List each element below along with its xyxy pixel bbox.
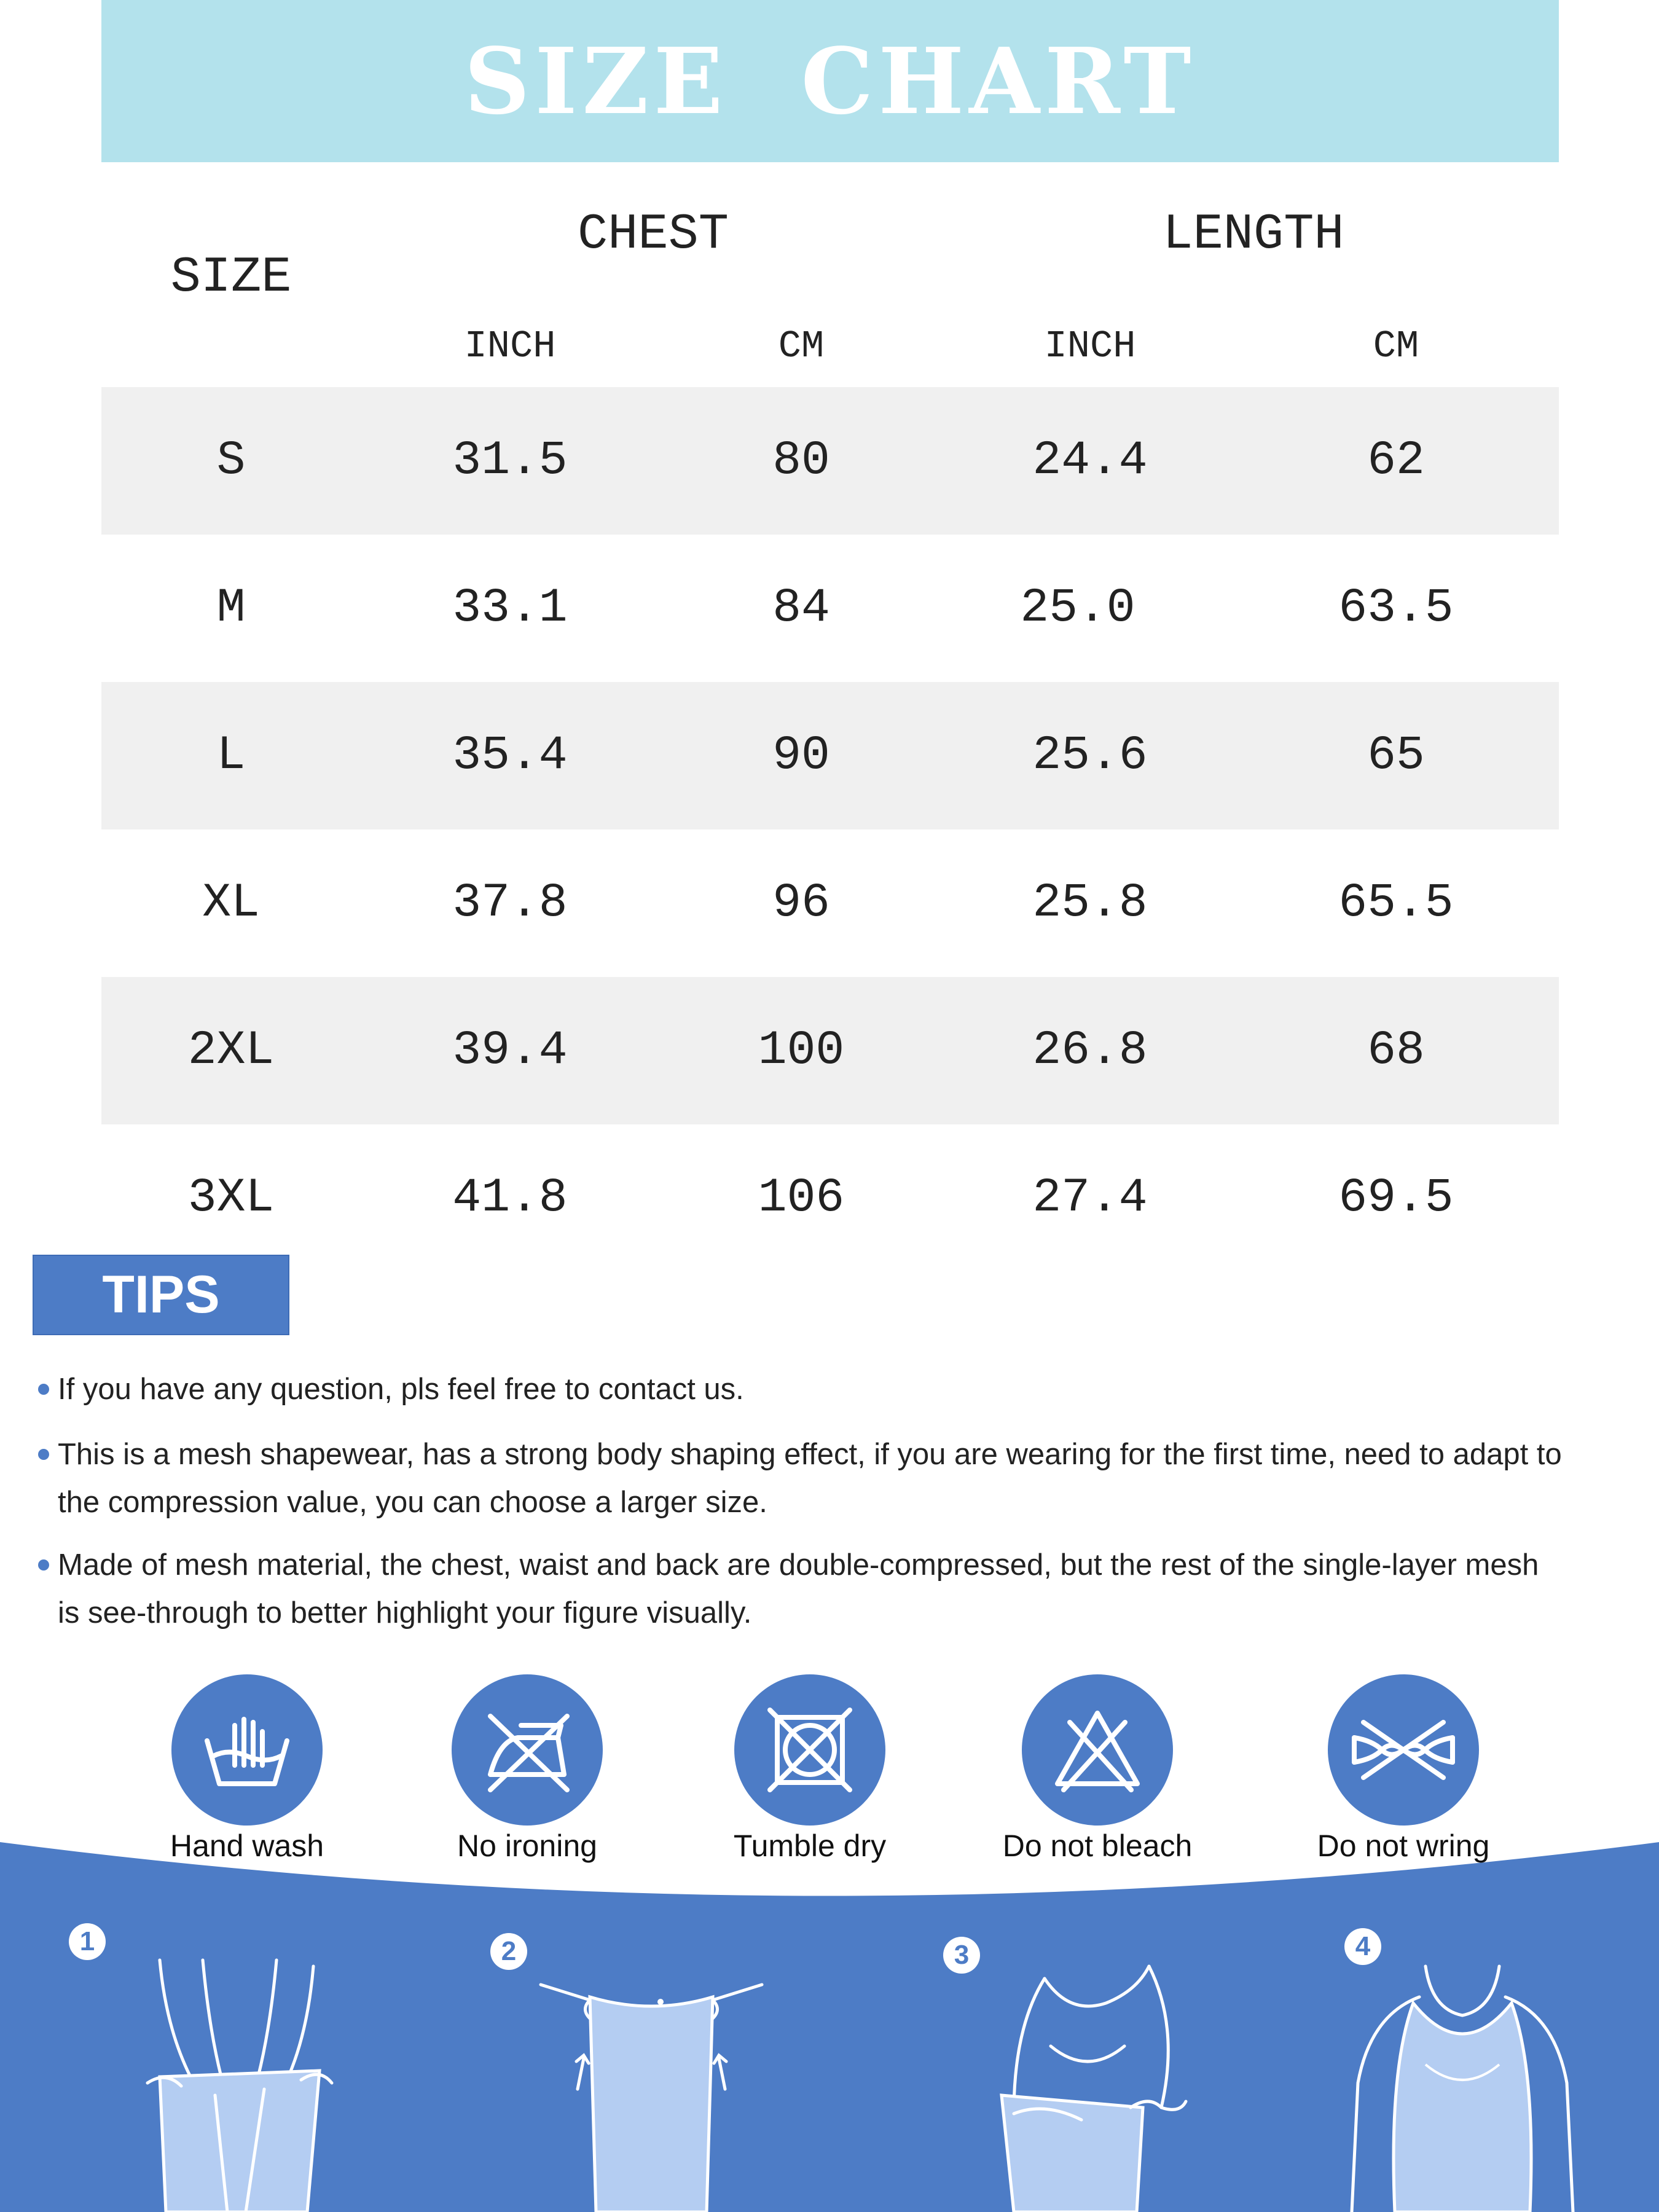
length-inch-cell: 25.6 [1032,729,1148,783]
length-inch-cell: 27.4 [1032,1171,1148,1225]
step-4-illustration [1333,1960,1591,2212]
step-number: 4 [1344,1928,1381,1965]
size-header: SIZE [170,249,292,306]
tumble-dry-icon [734,1674,885,1826]
step-1-illustration [123,1954,356,2212]
length-inch-cell: 24.4 [1032,434,1148,488]
chest-cm-cell: 80 [772,434,830,488]
size-cell: XL [202,876,260,930]
length-cm-cell: 65.5 [1338,876,1454,930]
care-no-ironing [410,1674,644,1864]
size-cell: 2XL [187,1024,275,1078]
size-cell: L [216,729,246,783]
step-number: 1 [69,1923,106,1960]
chest-inch-cell: 33.1 [452,581,568,635]
step-3-illustration [977,1954,1235,2212]
size-cell: M [216,581,246,635]
no-wring-icon [1328,1674,1479,1826]
length-cm-header: CM [1373,324,1419,368]
chest-cm-cell: 100 [758,1024,845,1078]
table-row [101,682,1559,830]
length-cm-cell: 62 [1367,434,1425,488]
length-cm-cell: 69.5 [1338,1171,1454,1225]
tips-badge [33,1255,289,1335]
bullet-icon [38,1559,49,1571]
table-row [101,977,1559,1124]
chest-inch-header: INCH [464,324,556,368]
tip-item [58,1541,1557,1637]
chest-cm-cell: 96 [772,876,830,930]
length-inch-cell: 26.8 [1032,1024,1148,1078]
step-2-illustration [535,1972,768,2212]
chest-cm-cell: 106 [758,1171,845,1225]
no-iron-icon [452,1674,603,1826]
tips-label: TIPS [102,1265,220,1324]
care-do-not-bleach [981,1674,1214,1864]
length-header: LENGTH [1163,206,1344,263]
hand-wash-icon [171,1674,323,1826]
length-cm-cell: 65 [1367,729,1425,783]
bullet-icon [38,1384,49,1395]
table-row [101,387,1559,535]
care-tumble-dry [693,1674,927,1864]
chest-inch-cell: 37.8 [452,876,568,930]
length-inch-cell: 25.8 [1032,876,1148,930]
tip-item [58,1430,1606,1526]
care-do-not-wring [1287,1674,1520,1864]
table-row [101,1124,1559,1272]
chest-cm-header: CM [778,324,825,368]
table-row [101,535,1559,682]
chest-cm-cell: 90 [772,729,830,783]
chest-header: CHEST [577,206,729,263]
title-banner [101,0,1559,162]
step-number: 3 [943,1937,980,1974]
page-title: SIZE CHART [464,28,1196,135]
chest-inch-cell: 31.5 [452,434,568,488]
chest-inch-cell: 35.4 [452,729,568,783]
care-label: Tumble dry [733,1829,887,1863]
size-cell: 3XL [187,1171,275,1225]
chest-cm-cell: 84 [772,581,830,635]
tip-text: If you have any question, pls feel free to contact us. [58,1373,744,1406]
chest-inch-cell: 39.4 [452,1024,568,1078]
tip-text: Made of mesh material, the chest, waist and back are double-compressed, but the rest of the single-layer mesh is see-through to better highlight your figure visually. [58,1548,1539,1630]
table-row [101,830,1559,977]
step-number: 2 [490,1933,527,1970]
tip-item [58,1365,1606,1413]
tip-text: This is a mesh shapewear, has a strong body shaping effect, if you are wearing for the first time, need to adapt to the compression value, you can choose a larger size. [58,1438,1562,1519]
length-inch-header: INCH [1044,324,1136,368]
care-label: Hand wash [170,1829,324,1863]
chest-inch-cell: 41.8 [452,1171,568,1225]
care-label: Do not bleach [1002,1829,1193,1863]
length-inch-cell: 25.0 [1020,581,1135,635]
size-cell: S [216,434,246,488]
length-cm-cell: 68 [1367,1024,1425,1078]
care-hand-wash [130,1674,364,1864]
length-cm-cell: 63.5 [1338,581,1454,635]
care-label: No ironing [457,1829,597,1863]
care-label: Do not wring [1317,1829,1490,1863]
no-bleach-icon [1022,1674,1173,1826]
bullet-icon [38,1449,49,1460]
